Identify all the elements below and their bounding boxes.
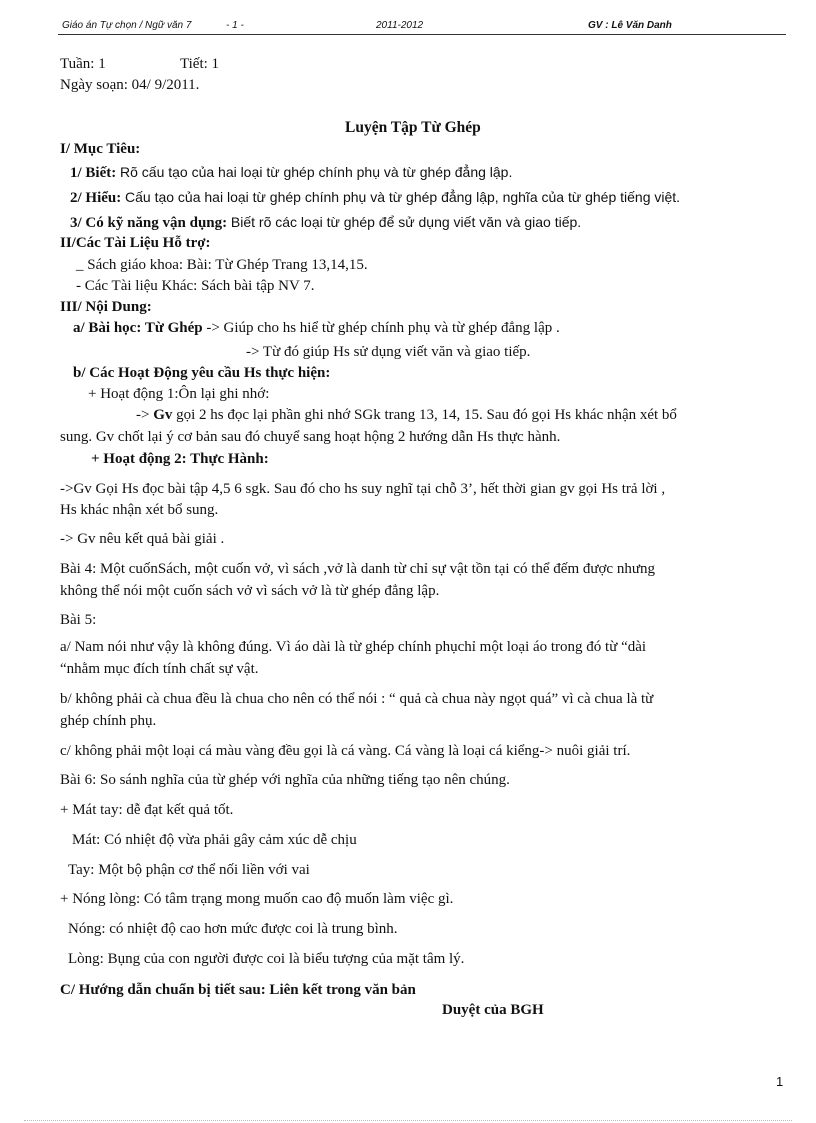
next-lesson-guidance: C/ Hướng dẫn chuẩn bị tiết sau: Liên kết trong văn bản: [60, 982, 416, 998]
activity-1-gv: Gv: [153, 407, 173, 423]
compound-mat-tay: + Mát tay: dễ đạt kết quả tốt.: [60, 802, 234, 818]
period-label: Tiết: 1: [180, 56, 220, 72]
compound-nong-long: + Nóng lòng: Có tâm trạng mong muốn cao độ muốn làm việc gì.: [60, 891, 454, 907]
answer-intro: -> Gv nêu kết quả bài giải .: [60, 531, 225, 547]
objective-skill: [70, 213, 581, 232]
activity-1-line-2: sung. Gv chốt lại ý cơ bản sau đó chuyể sang hoạt hộng 2 hướng dẫn Hs thực hành.: [60, 429, 561, 445]
header-subject: Giáo án Tự chọn / Ngữ văn 7: [62, 20, 192, 31]
exercise-5c: c/ không phải một loại cá màu vàng đều gọi là cá vàng. Cá vàng là loại cá kiểng-> nuôi giải trí.: [60, 743, 631, 759]
word-tay: Tay: Một bộ phận cơ thể nối liền với vai: [68, 862, 310, 878]
activity-1-heading: + Hoạt động 1:Ôn lại ghi nhớ:: [88, 386, 270, 402]
footer-divider: [24, 1120, 792, 1121]
page-number: 1: [776, 1074, 784, 1089]
lesson-a: [73, 319, 560, 337]
lesson-title: Luyện Tập Từ Ghép: [345, 119, 481, 136]
objective-skill-label: 3/ Có kỹ năng vận dụng:: [70, 215, 228, 231]
resource-textbook: _ Sách giáo khoa: Bài: Từ Ghép Trang 13,14,15.: [76, 257, 368, 273]
activity-2-heading: + Hoạt động 2: Thực Hành:: [91, 451, 269, 467]
exercise-5b-line-1: b/ không phải cà chua đều là chua cho nên có thể nói : “ quả cà chua này ngọt quá” vì cà chua là từ: [60, 691, 654, 707]
objective-understand: [70, 188, 680, 207]
header-teacher: GV : Lê Văn Danh: [588, 20, 672, 31]
exercise-4-line-1: Bài 4: Một cuốnSách, một cuốn vở, vì sách ,vở là danh từ chỉ sự vật tồn tại có thể đếm được nhưng: [60, 561, 655, 577]
objective-skill-text: Biết rõ các loại từ ghép để sử dụng viết văn và giao tiếp.: [230, 214, 582, 230]
exercise-5a-line-2: “nhằm mục đích tính chất sự vật.: [60, 661, 259, 677]
lesson-a-text-2: -> Từ đó giúp Hs sử dụng viết văn và giao tiếp.: [246, 344, 531, 360]
resource-other: - Các Tài liệu Khác: Sách bài tập NV 7.: [76, 278, 315, 294]
practice-line-2: Hs khác nhận xét bổ sung.: [60, 502, 219, 518]
exercise-6-heading: Bài 6: So sánh nghĩa của từ ghép với nghĩa của những tiếng tạo nên chúng.: [60, 772, 510, 788]
lesson-a-text: -> Giúp cho hs hiể từ ghép chính phụ và từ ghép đẳng lập .: [206, 320, 560, 336]
exercise-5-heading: Bài 5:: [60, 612, 97, 628]
objective-know-label: 1/ Biết:: [70, 165, 117, 181]
activity-1-arrow: ->: [136, 407, 150, 423]
date-line: Ngày soạn: 04/ 9/2011.: [60, 77, 200, 93]
word-long: Lòng: Bụng của con người được coi là biểu tượng của mặt tâm lý.: [68, 951, 465, 967]
header-page: - 1 -: [226, 20, 244, 31]
activity-1-text-1: gọi 2 hs đọc lại phần ghi nhớ SGk trang 13, 14, 15. Sau đó gọi Hs khác nhận xét bổ: [176, 407, 677, 423]
section-1-heading: I/ Mục Tiêu:: [60, 141, 141, 157]
objective-understand-label: 2/ Hiểu:: [70, 190, 122, 206]
week-label: Tuần: 1: [60, 56, 106, 72]
word-mat: Mát: Có nhiệt độ vừa phải gây cảm xúc dễ chịu: [72, 832, 357, 848]
approval-line: Duyệt của BGH: [442, 1002, 544, 1018]
header-year: 2011-2012: [376, 20, 424, 31]
exercise-5b-line-2: ghép chính phụ.: [60, 713, 157, 729]
objective-understand-text: Cấu tạo của hai loại từ ghép chính phụ và từ ghép đẳng lập, nghĩa của từ ghép tiếng việt.: [125, 189, 681, 205]
activity-1-line-1: [136, 406, 677, 424]
word-nong: Nóng: có nhiệt độ cao hơn mức được coi là trung bình.: [68, 921, 398, 937]
activities-heading: b/ Các Hoạt Động yêu cầu Hs thực hiện:: [73, 365, 331, 381]
page-header: [58, 18, 786, 35]
section-3-heading: III/ Nội Dung:: [60, 299, 152, 315]
practice-line-1: ->Gv Gọi Hs đọc bài tập 4,5 6 sgk. Sau đó cho hs suy nghĩ tại chỗ 3’, hết thời gian gv gọi Hs trả lời ,: [60, 481, 666, 497]
section-2-heading: II/Các Tài Liệu Hỗ trợ:: [60, 235, 211, 251]
objective-know-text: Rõ cấu tạo của hai loại từ ghép chính phụ và từ ghép đẳng lập.: [120, 164, 513, 180]
lesson-a-label: a/ Bài học: Từ Ghép: [73, 320, 203, 336]
exercise-4-line-2: không thể nói một cuốn sách vở vì sách vở là từ ghép đẳng lập.: [60, 583, 440, 599]
objective-know: [70, 163, 512, 182]
exercise-5a-line-1: a/ Nam nói như vậy là không đúng. Vì áo dài là từ ghép chính phụchỉ một loại áo trong đó từ “dài: [60, 639, 647, 655]
